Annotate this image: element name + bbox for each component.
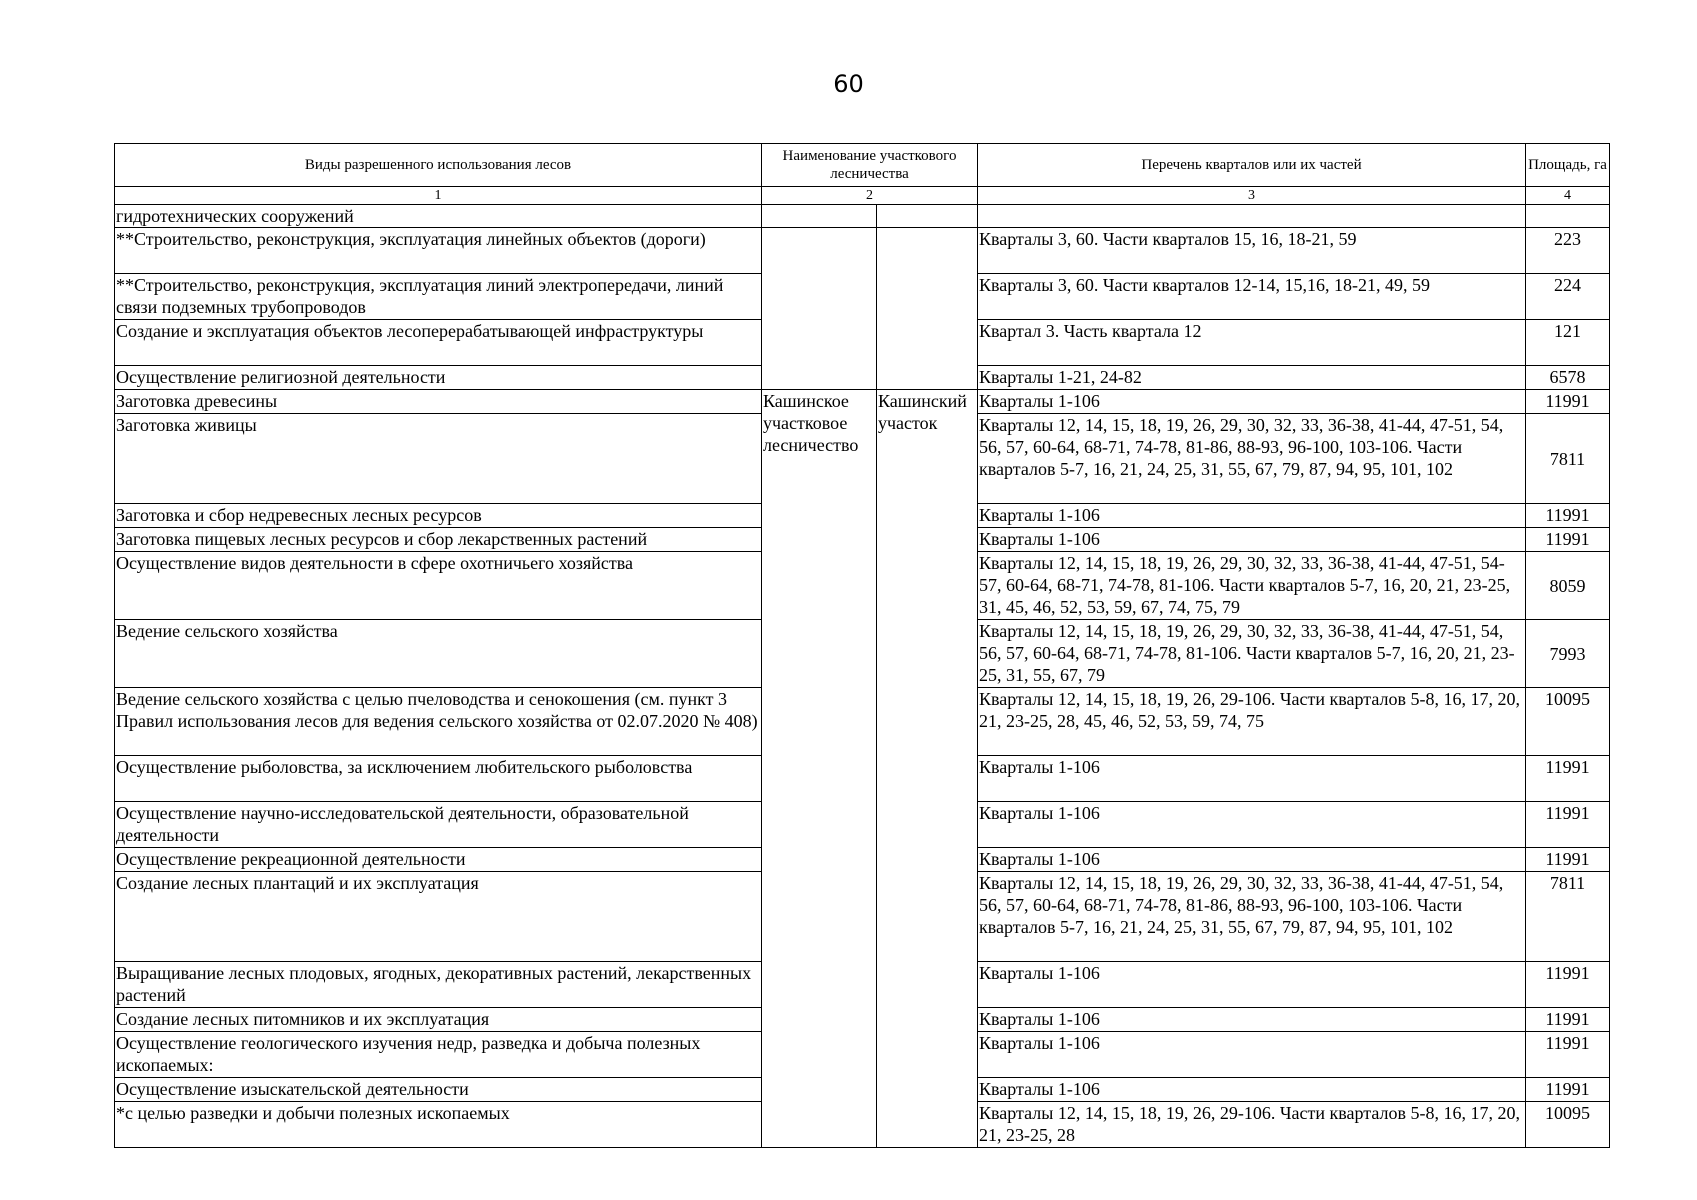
area-cell: 121	[1526, 320, 1610, 366]
quarters-cell: Кварталы 12, 14, 15, 18, 19, 26, 29-106. Части кварталов 5-8, 16, 17, 20, 21, 23-25, 28	[978, 1102, 1526, 1148]
quarters-cell: Кварталы 1-106	[978, 756, 1526, 802]
use-type-cell: Заготовка и сбор недревесных лесных ресурсов	[115, 504, 762, 528]
use-type-cell: Осуществление религиозной деятельности	[115, 366, 762, 390]
use-type-cell: Осуществление изыскательской деятельности	[115, 1078, 762, 1102]
column-number: 4	[1526, 187, 1610, 205]
header-use-types: Виды разрешенного использования лесов	[115, 144, 762, 187]
area-cell: 11991	[1526, 528, 1610, 552]
quarters-cell: Кварталы 1-106	[978, 1078, 1526, 1102]
column-number: 3	[978, 187, 1526, 205]
use-type-cell: Осуществление рекреационной деятельности	[115, 848, 762, 872]
area-cell: 11991	[1526, 1078, 1610, 1102]
area-cell: 11991	[1526, 802, 1610, 848]
use-type-cell: Осуществление геологического изучения недр, разведка и добыча полезных ископаемых:	[115, 1032, 762, 1078]
district-cell-blank	[762, 205, 877, 228]
area-cell: 6578	[1526, 366, 1610, 390]
quarters-cell: Кварталы 1-21, 24-82	[978, 366, 1526, 390]
area-cell: 11991	[1526, 848, 1610, 872]
quarters-cell: Кварталы 1-106	[978, 962, 1526, 1008]
column-number: 1	[115, 187, 762, 205]
area-cell: 11991	[1526, 756, 1610, 802]
area-cell: 7993	[1526, 620, 1610, 688]
area-cell: 11991	[1526, 962, 1610, 1008]
quarters-cell: Квартал 3. Часть квартала 12	[978, 320, 1526, 366]
use-type-cell: Ведение сельского хозяйства с целью пчеловодства и сенокошения (см. пункт 3 Правил использования лесов для ведения сельского хозяйства от 02.07.2020 № 408)	[115, 688, 762, 756]
quarters-cell: Кварталы 12, 14, 15, 18, 19, 26, 29, 30, 32, 33, 36-38, 41-44, 47-51, 54, 56, 57, 60-64, 68-71, 74-78, 81-86, 88-93, 96-100, 103-106. Части кварталов 5-7, 16, 21, 24, 25, 31, 55, 67, 79, 87, 94, 95, 101, 102	[978, 872, 1526, 962]
area-cell: 7811	[1526, 872, 1610, 962]
area-cell: 11991	[1526, 390, 1610, 414]
quarters-cell: Кварталы 12, 14, 15, 18, 19, 26, 29, 30, 32, 33, 36-38, 41-44, 47-51, 54, 56, 57, 60-64, 68-71, 74-78, 81-106. Части кварталов 5-7, 16, 20, 21, 23-25, 31, 55, 67, 79	[978, 620, 1526, 688]
quarters-cell: Кварталы 3, 60. Части кварталов 12-14, 15,16, 18-21, 49, 59	[978, 274, 1526, 320]
area-cell: 8059	[1526, 552, 1610, 620]
quarters-cell	[978, 205, 1526, 228]
use-type-cell: Создание и эксплуатация объектов лесоперерабатывающей инфраструктуры	[115, 320, 762, 366]
table-row	[115, 390, 1610, 414]
quarters-cell: Кварталы 1-106	[978, 802, 1526, 848]
area-cell	[1526, 205, 1610, 228]
area-cell: 10095	[1526, 1102, 1610, 1148]
use-type-cell: Осуществление рыболовства, за исключением любительского рыболовства	[115, 756, 762, 802]
quarters-cell: Кварталы 12, 14, 15, 18, 19, 26, 29, 30, 32, 33, 36-38, 41-44, 47-51, 54-57, 60-64, 68-71, 74-78, 81-106. Части кварталов 5-7, 16, 20, 21, 23-25, 31, 45, 46, 52, 53, 59, 67, 74, 75, 79	[978, 552, 1526, 620]
quarters-cell: Кварталы 12, 14, 15, 18, 19, 26, 29, 30, 32, 33, 36-38, 41-44, 47-51, 54, 56, 57, 60-64, 68-71, 74-78, 81-86, 88-93, 96-100, 103-106. Части кварталов 5-7, 16, 21, 24, 25, 31, 55, 67, 79, 87, 94, 95, 101, 102	[978, 414, 1526, 504]
header-district: Наименование участкового лесничества	[762, 144, 978, 187]
quarters-cell: Кварталы 3, 60. Части кварталов 15, 16, 18-21, 59	[978, 228, 1526, 274]
use-type-cell: Выращивание лесных плодовых, ягодных, декоративных растений, лекарственных растений	[115, 962, 762, 1008]
area-cell: 11991	[1526, 1008, 1610, 1032]
quarters-cell: Кварталы 1-106	[978, 504, 1526, 528]
quarters-cell: Кварталы 1-106	[978, 1008, 1526, 1032]
area-cell: 11991	[1526, 1032, 1610, 1078]
use-type-cell: **Строительство, реконструкция, эксплуатация линий электропередачи, линий связи подземных трубопроводов	[115, 274, 762, 320]
district-name-cell: Кашинское участковое лесничество	[762, 390, 877, 1148]
area-cell: 10095	[1526, 688, 1610, 756]
page-number: 60	[833, 70, 864, 98]
use-type-cell: Осуществление видов деятельности в сфере охотничьего хозяйства	[115, 552, 762, 620]
table-row	[115, 205, 1610, 228]
use-type-cell: **Строительство, реконструкция, эксплуатация линейных объектов (дороги)	[115, 228, 762, 274]
use-type-cell: Создание лесных питомников и их эксплуатация	[115, 1008, 762, 1032]
plot-cell-blank	[877, 205, 978, 228]
use-type-cell: Заготовка пищевых лесных ресурсов и сбор лекарственных растений	[115, 528, 762, 552]
column-number: 2	[762, 187, 978, 205]
use-type-cell: Осуществление научно-исследовательской деятельности, образовательной деятельности	[115, 802, 762, 848]
area-cell: 223	[1526, 228, 1610, 274]
quarters-cell: Кварталы 12, 14, 15, 18, 19, 26, 29-106. Части кварталов 5-8, 16, 17, 20, 21, 23-25, 28, 45, 46, 52, 53, 59, 74, 75	[978, 688, 1526, 756]
quarters-cell: Кварталы 1-106	[978, 390, 1526, 414]
plot-cell-blank	[877, 228, 978, 390]
plot-name-cell: Кашинский участок	[877, 390, 978, 1148]
forest-use-table	[114, 143, 1610, 1148]
quarters-cell: Кварталы 1-106	[978, 528, 1526, 552]
table-row	[115, 228, 1610, 274]
use-type-cell: Заготовка живицы	[115, 414, 762, 504]
area-cell: 7811	[1526, 414, 1610, 504]
quarters-cell: Кварталы 1-106	[978, 848, 1526, 872]
use-type-cell: гидротехнических сооружений	[115, 205, 762, 228]
header-area: Площадь, га	[1526, 144, 1610, 187]
area-cell: 224	[1526, 274, 1610, 320]
use-type-cell: Ведение сельского хозяйства	[115, 620, 762, 688]
area-cell: 11991	[1526, 504, 1610, 528]
district-cell-blank	[762, 228, 877, 390]
use-type-cell: Заготовка древесины	[115, 390, 762, 414]
use-type-cell: *с целью разведки и добычи полезных ископаемых	[115, 1102, 762, 1148]
quarters-cell: Кварталы 1-106	[978, 1032, 1526, 1078]
use-type-cell: Создание лесных плантаций и их эксплуатация	[115, 872, 762, 962]
header-quarters: Перечень кварталов или их частей	[978, 144, 1526, 187]
